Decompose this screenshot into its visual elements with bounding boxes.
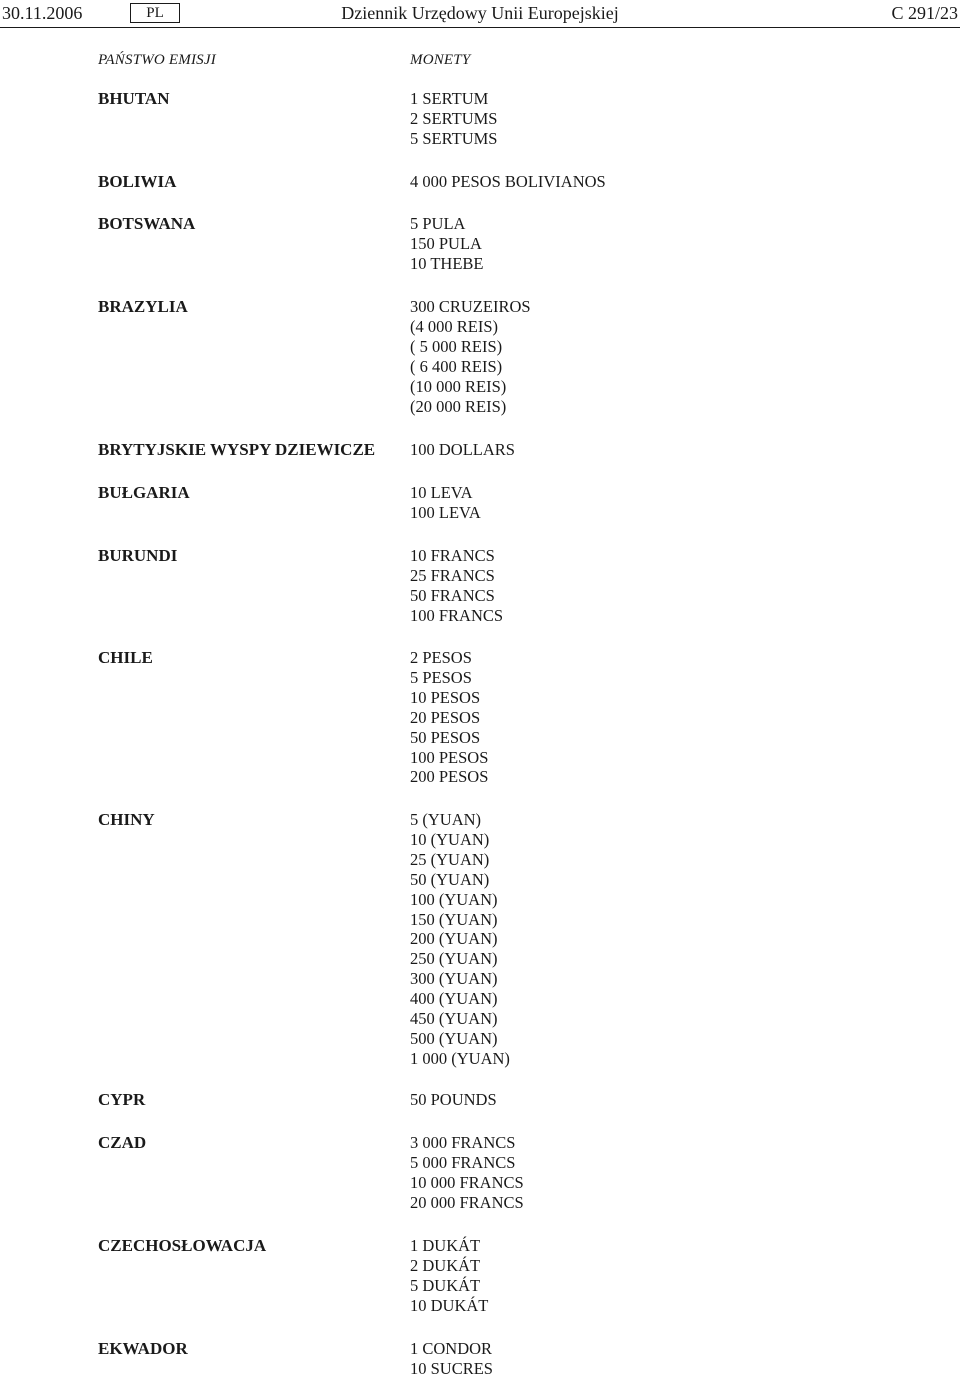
coin-denomination: 10 PESOS [410, 687, 481, 707]
coin-denomination: 150 PULA [410, 233, 482, 253]
coin-list [410, 810, 510, 1069]
country-name: BRYTYJSKIE WYSPY DZIEWICZE [98, 440, 376, 459]
coin-denomination: 500 (YUAN) [410, 1028, 498, 1048]
coin-denomination: 50 FRANCS [410, 585, 495, 605]
coin-denomination: 1 000 (YUAN) [410, 1048, 510, 1068]
coin-list [410, 89, 498, 149]
country-name: BRAZYLIA [98, 297, 188, 316]
coin-denomination: 150 (YUAN) [410, 909, 498, 929]
coin-denomination: 5 DUKÁT [410, 1275, 481, 1295]
coin-denomination: 100 FRANCS [410, 605, 504, 625]
country-name: BOTSWANA [98, 214, 196, 233]
coin-denomination: ( 6 400 REIS) [410, 356, 503, 376]
coin-denomination: 5 000 FRANCS [410, 1152, 516, 1172]
country-name: CHINY [98, 810, 155, 829]
coin-denomination: ( 5 000 REIS) [410, 336, 503, 356]
coin-denomination: 100 DOLLARS [410, 440, 515, 459]
coin-denomination: 25 (YUAN) [410, 849, 490, 869]
coin-denomination: 10 SUCRES [410, 1358, 493, 1378]
coin-denomination: (4 000 REIS) [410, 316, 498, 336]
country-name: CZECHOSŁOWACJA [98, 1236, 267, 1255]
coin-denomination: 50 PESOS [410, 727, 481, 747]
country-name: BHUTAN [98, 89, 170, 108]
coin-denomination: 10 THEBE [410, 253, 484, 273]
coin-list [410, 172, 606, 192]
coin-denomination: 1 CONDOR [410, 1339, 493, 1358]
coin-denomination: 10 000 FRANCS [410, 1172, 524, 1192]
coin-denomination: 300 (YUAN) [410, 969, 498, 989]
coin-denomination: (10 000 REIS) [410, 376, 507, 396]
coin-denomination: 250 (YUAN) [410, 949, 498, 969]
coin-denomination: 5 PULA [410, 214, 466, 233]
coin-denomination: 100 PESOS [410, 747, 489, 767]
coin-denomination: 10 DUKÁT [410, 1295, 489, 1315]
coin-list [410, 214, 484, 274]
coin-denomination: 2 DUKÁT [410, 1255, 481, 1275]
coin-denomination: 300 CRUZEIROS [410, 297, 531, 316]
coin-denomination: 4 000 PESOS BOLIVIANOS [410, 172, 606, 191]
coin-list [410, 1236, 488, 1316]
coin-denomination: 5 (YUAN) [410, 810, 482, 829]
coin-denomination: 10 FRANCS [410, 546, 495, 565]
country-name: BURUNDI [98, 546, 178, 565]
coin-denomination: 200 PESOS [410, 767, 489, 787]
coin-denomination: 2 SERTUMS [410, 108, 498, 128]
language-badge: PL [130, 3, 180, 23]
country-name: BOLIWIA [98, 172, 177, 191]
coin-denomination: 50 POUNDS [410, 1090, 497, 1109]
coin-denomination: 20 PESOS [410, 707, 481, 727]
coin-denomination: 1 DUKÁT [410, 1236, 481, 1255]
column-heading-country: PAŃSTWO EMISJI [98, 52, 216, 68]
coin-list [410, 483, 481, 523]
coin-denomination: 450 (YUAN) [410, 1009, 498, 1029]
page-reference: C 291/23 [891, 3, 958, 23]
country-name: CHILE [98, 648, 153, 667]
coin-denomination: 1 SERTUM [410, 89, 489, 108]
coin-denomination: 200 (YUAN) [410, 929, 498, 949]
coin-list [410, 440, 515, 460]
coin-list [410, 648, 488, 787]
coin-denomination: 50 (YUAN) [410, 869, 490, 889]
coin-denomination: 5 SERTUMS [410, 128, 498, 148]
coin-denomination: 25 FRANCS [410, 565, 495, 585]
coin-list [410, 1133, 524, 1213]
country-name: CYPR [98, 1090, 146, 1109]
publication-date: 30.11.2006 [2, 3, 83, 23]
coin-list [410, 1090, 497, 1110]
coin-list [410, 546, 503, 626]
coin-list [410, 297, 531, 416]
coin-denomination: 20 000 FRANCS [410, 1192, 524, 1212]
coin-denomination: 10 (YUAN) [410, 829, 490, 849]
coin-denomination: 3 000 FRANCS [410, 1133, 516, 1152]
coin-denomination: 2 PESOS [410, 648, 472, 667]
coin-denomination: 100 (YUAN) [410, 889, 498, 909]
journal-title: Dziennik Urzędowy Unii Europejskiej [341, 3, 619, 23]
coin-denomination: 100 LEVA [410, 502, 481, 522]
coin-denomination: 10 LEVA [410, 483, 473, 502]
country-name: BUŁGARIA [98, 483, 190, 502]
coin-denomination: 400 (YUAN) [410, 989, 498, 1009]
country-name: CZAD [98, 1133, 147, 1152]
coin-list [410, 1339, 493, 1379]
country-name: EKWADOR [98, 1339, 188, 1358]
coin-denomination: 5 PESOS [410, 667, 472, 687]
column-heading-coins: MONETY [410, 52, 471, 68]
coin-denomination: (20 000 REIS) [410, 396, 507, 416]
